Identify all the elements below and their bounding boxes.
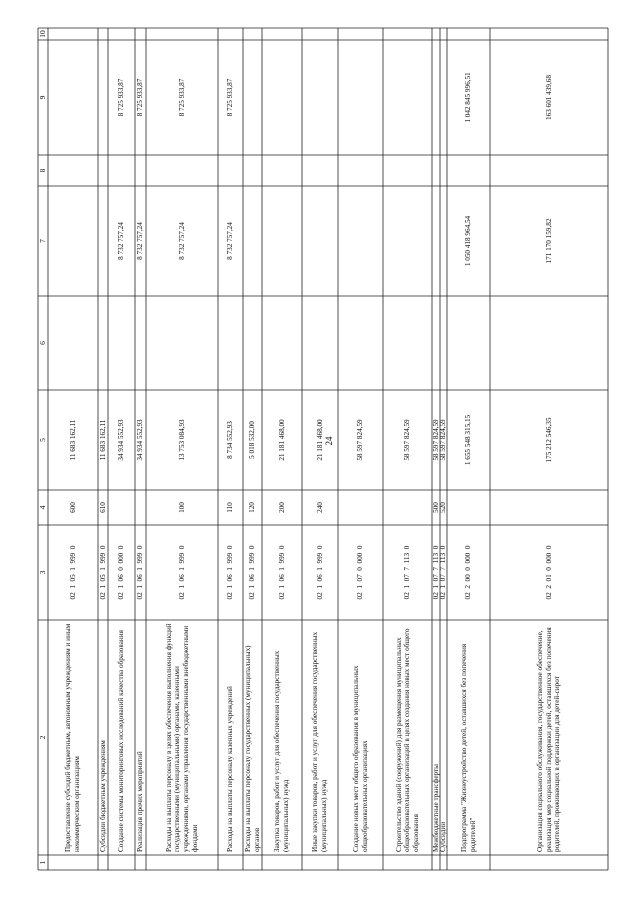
table-row-13-code-text: 02 1 07 7 113 0 [439, 545, 448, 600]
table-row-13-c8 [440, 155, 447, 186]
table-row-4-c8 [135, 155, 146, 186]
table-row-8-c5-text: 21 181 468,00 [277, 419, 286, 461]
table-row-8-c5 [262, 390, 302, 490]
table-row-12-c8 [432, 155, 440, 186]
table-row-5-c9 [146, 40, 218, 155]
column-header-3 [38, 525, 48, 620]
table-row-15-name-text: Организация социального обслуживания, государственное обеспечение, реализация мер социальной поддержки детей, оставшихся без попечения родителей, проживающих в организации для детей-сирот [536, 625, 562, 852]
table-row-9-c5 [302, 390, 338, 490]
table-row-7-vr [243, 490, 262, 525]
table-row-11-name [383, 620, 432, 855]
table-row-9-c9 [302, 40, 338, 155]
table-row-14-c6 [447, 296, 490, 390]
column-header-6 [38, 296, 48, 390]
table-row-7-name-text: Расходы на выплаты персоналу государственных (муниципальных) органов [243, 643, 261, 852]
table-row-6-c6 [218, 296, 243, 390]
column-header-9 [38, 40, 48, 155]
table-row-9-name [302, 620, 338, 855]
table-row-10-name [338, 620, 383, 855]
table-row-5-c6 [146, 296, 218, 390]
table-row-15-c5 [490, 390, 608, 490]
table-row-1-c8 [48, 155, 98, 186]
table-row-7-code [243, 525, 262, 620]
table-row-3-c7 [108, 186, 135, 296]
table-row-2-vr-text: 610 [98, 502, 107, 513]
table-row-2-c6 [98, 296, 108, 390]
table-row-8-c7 [262, 186, 302, 296]
table-row-1-code [48, 525, 98, 620]
table-row-4-c5-text: 34 934 552,93 [136, 419, 145, 461]
table-row-3-c8 [108, 155, 135, 186]
table-row-3-code [108, 525, 135, 620]
table-row-12-c9 [432, 40, 440, 155]
table-row-5-c7-text: 8 732 757,24 [177, 222, 186, 260]
table-row-15-c8 [490, 155, 608, 186]
table-row-2-c8 [98, 155, 108, 186]
table-row-1-c10 [48, 28, 98, 40]
table-row-14-c5 [447, 390, 490, 490]
table-row-9-vr [302, 490, 338, 525]
table-row-9-c5-text: 21 181 468,00 [315, 419, 324, 461]
table-row-8-code [262, 525, 302, 620]
table-row-9-c10 [302, 28, 338, 40]
table-row-5-name-text: Расходы на выплаты персоналу в целях обеспечения выполнения функций государственными (муниципальными) органами, казенными учреждениями, органами управления государственными внебюджетными фондами [164, 621, 199, 852]
table-row-1-code-text: 02 1 05 1 999 0 [68, 545, 77, 600]
table-row-10-c7 [338, 186, 383, 296]
table-row-8-name-text: Закупка товаров, работ и услуг для обеспечения государственных (муниципальных) нужд [273, 648, 290, 852]
table-row-7-vr-text: 120 [248, 502, 257, 513]
table-row-11-c9 [383, 40, 432, 155]
table-row-8-code-text: 02 1 06 1 999 0 [277, 545, 286, 600]
table-row-3-c9 [108, 40, 135, 155]
table-row-2-code-text: 02 1 05 1 999 0 [98, 545, 107, 600]
table-row-3-name [108, 620, 135, 855]
table-row-9-c7 [302, 186, 338, 296]
column-header-8-text: 8 [37, 168, 47, 173]
table-row-6-c5 [218, 390, 243, 490]
table-row-11-c7 [383, 186, 432, 296]
table-row-1-c5 [48, 390, 98, 490]
table-row-4-code [135, 525, 146, 620]
table-row-9-name-text: Иные закупки товаров, работ и услуг для обеспечения государственных (муниципальных) нужд [311, 630, 328, 852]
table-row-10-c6 [338, 296, 383, 390]
column-header-2 [38, 620, 48, 855]
table-row-13-vr [440, 490, 447, 525]
table-row-15-code [490, 525, 608, 620]
table-row-14-c8 [447, 155, 490, 186]
table-row-5-c8 [146, 155, 218, 186]
table-row-13-c7 [440, 186, 447, 296]
table-row-12-c7 [432, 186, 440, 296]
table-row-13-vr-text: 520 [439, 502, 448, 513]
column-header-9-text: 9 [37, 95, 47, 100]
table-row-14-c7 [447, 186, 490, 296]
table-row-11-c5-text: 58 597 824,59 [403, 419, 412, 461]
table-row-2-name-text: Субсидии бюджетным учреждениям [98, 740, 107, 852]
column-header-7 [38, 186, 48, 296]
table-row-5-vr-text: 100 [177, 502, 186, 513]
table-row-7-c7 [243, 186, 262, 296]
table-row-3-c7-text: 8 732 757,24 [117, 222, 126, 260]
table-row-2-name [98, 620, 108, 855]
table-row-4-c7 [135, 186, 146, 296]
table-row-14-c10 [447, 28, 490, 40]
table-row-15-c7 [490, 186, 608, 296]
table-row-2-c5-text: 11 683 162,11 [98, 419, 107, 461]
table-row-15-c10 [490, 28, 608, 40]
table-row-12-c5-text: 58 597 824,59 [431, 419, 440, 461]
table-row-12-vr-text: 500 [431, 502, 440, 513]
table-row-13-c9 [440, 40, 447, 155]
table-row-6-c7-text: 8 732 757,24 [226, 222, 235, 260]
table-row-9-c6 [302, 296, 338, 390]
table-row-3-c6 [108, 296, 135, 390]
table-row-4-c7-text: 8 732 757,24 [136, 222, 145, 260]
table-row-1-name [48, 620, 98, 855]
table-row-14-c7-text: 1 050 418 964,54 [464, 215, 473, 267]
table-row-14-code-text: 02 2 00 0 000 0 [464, 545, 473, 600]
table-row-9-vr-text: 240 [315, 502, 324, 513]
table-row-14-code [447, 525, 490, 620]
table-row-10-code-text: 02 1 07 0 000 0 [356, 545, 365, 600]
table-row-7-code-text: 02 1 06 1 999 0 [248, 545, 257, 600]
table-row-1-c6 [48, 296, 98, 390]
table-row-14-c5-text: 1 655 548 315,15 [464, 414, 473, 466]
table-row-13-c6 [440, 296, 447, 390]
table-row-11-c8 [383, 155, 432, 186]
table-row-7-c8 [243, 155, 262, 186]
table-row-3-c9-text: 8 725 933,87 [117, 78, 126, 117]
table-row-2-c10 [98, 28, 108, 40]
column-header-10 [38, 28, 48, 40]
table-row-15-code-text: 02 2 01 0 000 0 [544, 545, 553, 600]
table-row-3-code-text: 02 1 06 0 000 0 [117, 545, 126, 600]
table-row-10-name-text: Создание новых мест общего образования в муниципальных общеобразовательных организациях [351, 663, 369, 852]
column-header-8 [38, 155, 48, 186]
table-row-8-name [262, 620, 302, 855]
table-row-6-c7 [218, 186, 243, 296]
table-row-13-c5 [440, 390, 447, 490]
table-row-15-c9-text: 163 601 439,68 [544, 75, 553, 120]
column-header-1 [38, 855, 48, 870]
table-row-6-code [218, 525, 243, 620]
table-row-14-name-text: Подпрограмма "Жизнеустройство детей, оставшихся без попечения родителей" [459, 642, 477, 852]
table-row-10-c10 [338, 28, 383, 40]
table-row-12-code-text: 02 1 07 7 113 0 [431, 545, 440, 600]
table-row-14-vr [447, 490, 490, 525]
table-row-8-c6 [262, 296, 302, 390]
table-row-9-c8 [302, 155, 338, 186]
table-row-2-code [98, 525, 108, 620]
table-row-7-c5 [243, 390, 262, 490]
table-row-11-name-text: Строительство зданий (сооружений) для размещения муниципальных общеобразовательных организаций в целях создания новых мест общего образования [394, 626, 420, 852]
table-row-5-c9-text: 8 725 933,87 [177, 78, 186, 117]
table-row-5-vr [146, 490, 218, 525]
table-row-1-c5-text: 11 683 162,11 [68, 419, 77, 461]
table-row-12-c6 [432, 296, 440, 390]
table-row-4-c9-text: 8 725 933,87 [136, 78, 145, 117]
table-row-6-c9 [218, 40, 243, 155]
table-row-15-c9 [490, 40, 608, 155]
table-row-15-name [490, 620, 608, 855]
table-row-13-name [440, 620, 447, 855]
table-row-11-c6 [383, 296, 432, 390]
table-row-10-c9 [338, 40, 383, 155]
table-row-7-c6 [243, 296, 262, 390]
column-header-2-text: 2 [37, 735, 47, 740]
table-row-5-code-text: 02 1 06 1 999 0 [177, 545, 186, 600]
table-row-8-c8 [262, 155, 302, 186]
table-row-5-c5 [146, 390, 218, 490]
table-row-13-code [440, 525, 447, 620]
table-row-8-c9 [262, 40, 302, 155]
column-header-1-text: 1 [37, 860, 47, 865]
table-row-4-c5 [135, 390, 146, 490]
table-row-6-name [218, 620, 243, 855]
table-row-5-c7 [146, 186, 218, 296]
table-row-6-vr [218, 490, 243, 525]
table-row-13-name-text: Субсидии [439, 821, 448, 852]
table-row-10-c8 [338, 155, 383, 186]
column-header-10-text: 10 [37, 30, 47, 38]
table-row-2-c9 [98, 40, 108, 155]
table-row-5-c5-text: 13 753 084,93 [177, 419, 186, 461]
table-row-11-code [383, 525, 432, 620]
table-row-9-code [302, 525, 338, 620]
table-row-4-c10 [135, 28, 146, 40]
table-row-7-c9 [243, 40, 262, 155]
table-row-6-c10 [218, 28, 243, 40]
table-row-13-c5-text: 58 597 824,59 [439, 419, 448, 461]
column-header-3-text: 3 [37, 570, 47, 575]
table-row-6-c8 [218, 155, 243, 186]
table-row-11-c10 [383, 28, 432, 40]
table-row-4-c9 [135, 40, 146, 155]
column-header-5-text: 5 [37, 438, 47, 442]
table-row-6-name-text: Расходы на выплаты персоналу казенных учреждений [226, 686, 235, 852]
column-header-6-text: 6 [37, 341, 47, 345]
table-row-14-c9-text: 1 042 845 996,51 [464, 72, 473, 123]
table-row-1-name-text: Предоставление субсидий бюджетным, автономным учреждениям и иным некоммерческим организациям [64, 621, 81, 852]
table-row-8-vr-text: 200 [277, 502, 286, 513]
table-row-2-vr [98, 490, 108, 525]
table-row-1-c7 [48, 186, 98, 296]
table-row-12-c10 [432, 28, 440, 40]
table-row-6-c9-text: 8 725 933,87 [226, 78, 235, 117]
table-row-7-c10 [243, 28, 262, 40]
table-row-4-vr [135, 490, 146, 525]
table-row-6-c5-text: 8 734 552,93 [226, 421, 235, 459]
column-header-4-text: 4 [37, 505, 47, 510]
table-row-15-c6 [490, 296, 608, 390]
table-row-1-vr-text: 600 [68, 502, 77, 513]
table-row-4-name [135, 620, 146, 855]
table-row-5-name [146, 620, 218, 855]
column-header-5 [38, 390, 48, 490]
column-header-4 [38, 490, 48, 525]
table-row-8-c10 [262, 28, 302, 40]
table-row-7-name [243, 620, 262, 855]
table-row-1-vr [48, 490, 98, 525]
table-row-10-vr [338, 490, 383, 525]
table-row-11-code-text: 02 1 07 7 113 0 [403, 545, 412, 600]
table-row-4-c6 [135, 296, 146, 390]
table-row-4-name-text: Реализация прочих мероприятий [136, 751, 145, 852]
table-row-5-code [146, 525, 218, 620]
table-row-11-c5 [383, 390, 432, 490]
table-row-10-c5-text: 58 597 824,59 [356, 419, 365, 461]
page-number: 24 [324, 436, 334, 446]
table-row-3-vr [108, 490, 135, 525]
table-row-3-name-text: Создание системы мониторинговых исследований качества образования [117, 630, 126, 852]
table-row-3-c10 [108, 28, 135, 40]
table-row-6-vr-text: 110 [226, 502, 235, 513]
table-row-12-name-text: Межбюджетные трансферты [431, 764, 440, 852]
table-row-7-c5-text: 5 018 532,00 [248, 421, 257, 459]
table-row-9-code-text: 02 1 06 1 999 0 [315, 545, 324, 600]
table-row-13-c10 [440, 28, 447, 40]
table-row-15-vr [490, 490, 608, 525]
table-row-4-code-text: 02 1 06 1 999 0 [136, 545, 145, 600]
table-row-11-vr [383, 490, 432, 525]
table-row-3-c5-text: 34 934 552,93 [117, 419, 126, 461]
table-row-10-code [338, 525, 383, 620]
table-row-3-c5 [108, 390, 135, 490]
table-row-14-name [447, 620, 490, 855]
table-row-8-vr [262, 490, 302, 525]
table-row-1-c9 [48, 40, 98, 155]
column-header-7-text: 7 [37, 239, 47, 243]
table-row-10-c5 [338, 390, 383, 490]
table-row-2-c7 [98, 186, 108, 296]
table-row-5-c10 [146, 28, 218, 40]
table-row-12-name [432, 620, 440, 855]
table-row-15-c5-text: 175 212 546,35 [544, 417, 553, 463]
table-row-2-c5 [98, 390, 108, 490]
table-row-14-c9 [447, 40, 490, 155]
table-row-6-code-text: 02 1 06 1 999 0 [226, 545, 235, 600]
table-row-15-c7-text: 171 170 159,82 [544, 218, 553, 264]
